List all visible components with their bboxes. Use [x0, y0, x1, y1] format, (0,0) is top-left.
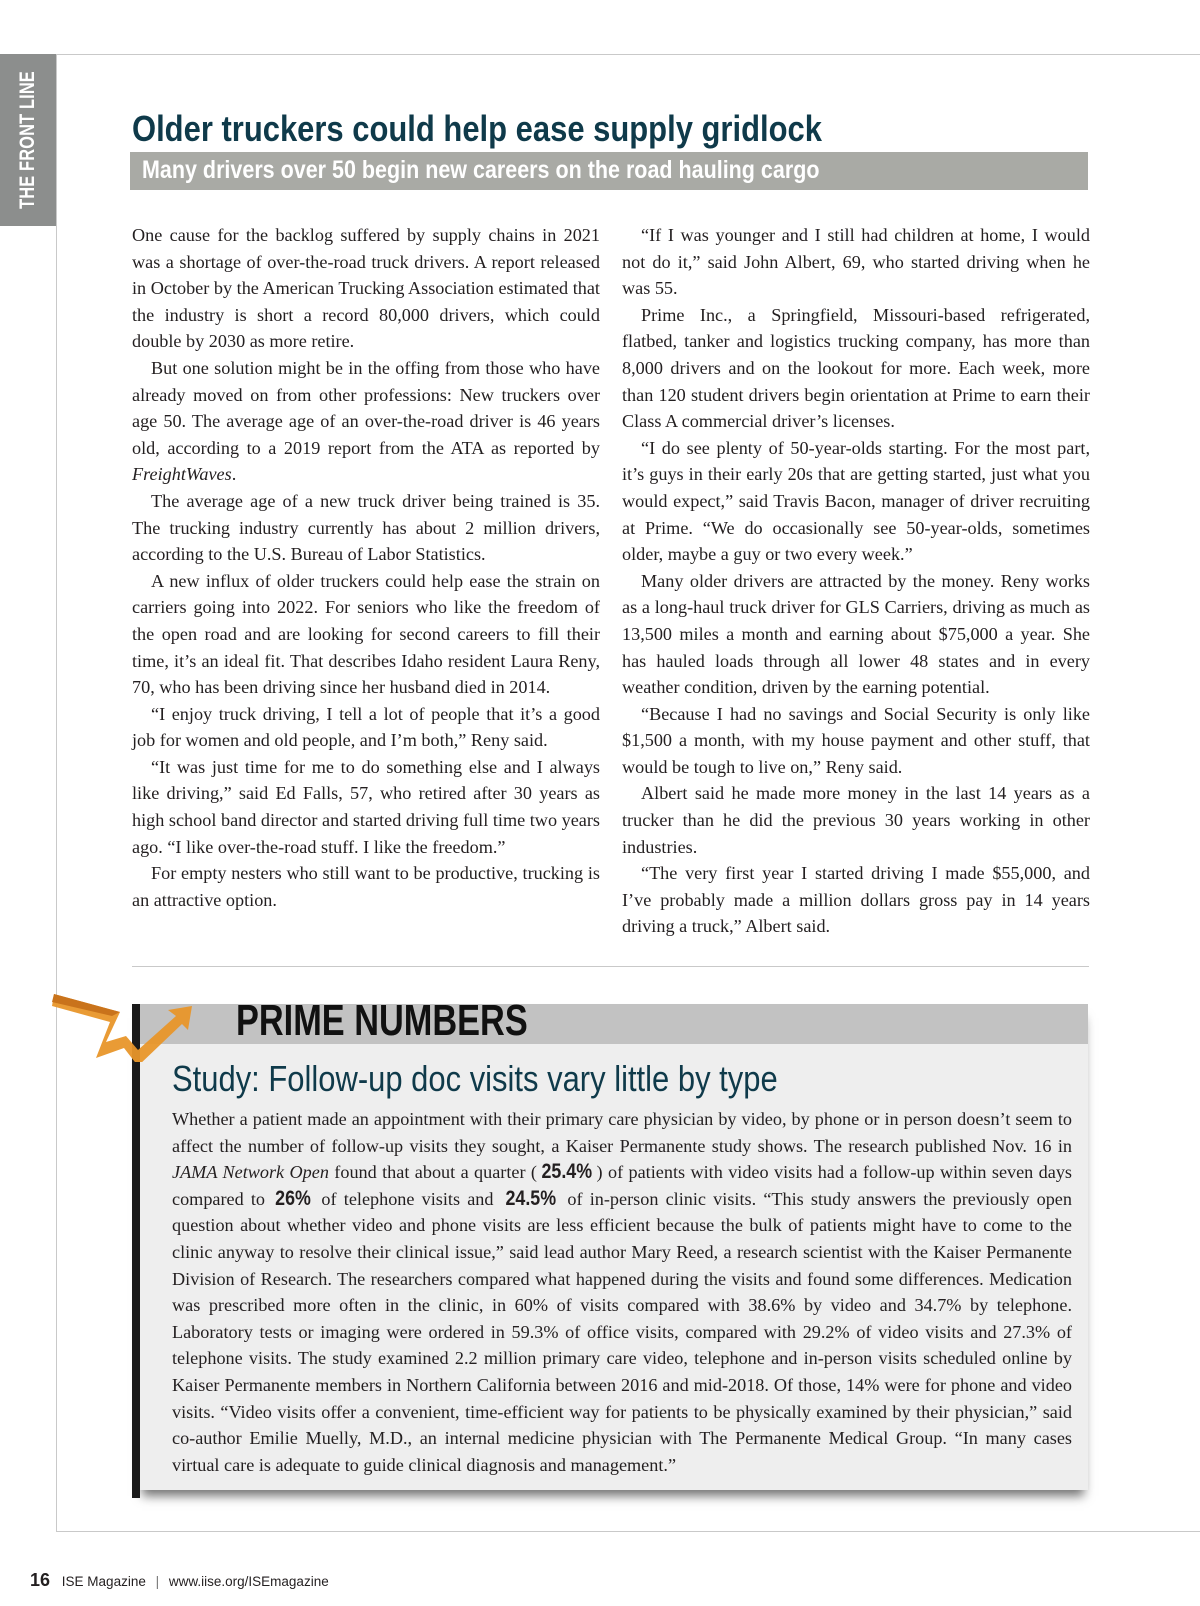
article-column-left [132, 222, 600, 913]
paragraph: The average age of a new truck driver being trained is 35. The trucking industry currently has about 2 million drivers, according to the U.S. Bureau of Labor Statistics. [132, 490, 600, 565]
arrow-icon [52, 986, 232, 1062]
magazine-url[interactable]: www.iise.org/ISEmagazine [168, 1574, 329, 1589]
section-tab [0, 54, 56, 226]
page-footer [30, 1570, 329, 1591]
paragraph: “If I was younger and I still had children at home, I would not do it,” said John Albert, 69, who started driving when he was 55. [622, 225, 1090, 299]
footer-separator: | [155, 1574, 160, 1589]
prime-numbers-title: PRIME NUMBERS [236, 996, 528, 1045]
paragraph: “The very first year I started driving I made $55,000, and I’ve probably made a million dollars gross pay in 14 years driving a truck,” Albert said. [622, 863, 1090, 937]
paragraph: “I enjoy truck driving, I tell a lot of people that it’s a good job for women and old people, and I’m both,” Reny said. [132, 703, 600, 751]
paragraph: For empty nesters who still want to be productive, trucking is an attractive option. [132, 863, 600, 910]
paragraph: “It was just time for me to do something else and I always like driving,” said Ed Falls, 57, who retired after 30 years as high school band director and started driving full time two years ago. “I like over-the-road stuff. I like the freedom.” [132, 756, 600, 857]
stat-phone: 26% [275, 1186, 312, 1210]
section-label: THE FRONT LINE [16, 71, 39, 209]
paragraph: Many older drivers are attracted by the money. Reny works as a long-haul truck driver for GLS Carriers, driving as much as 13,500 miles a month and earning about $75,000 a year. She has hauled loads through all lower 48 states and in every weather condition, driven by the earning potential. [622, 570, 1090, 698]
page-number: 16 [30, 1570, 51, 1590]
left-rule [56, 54, 57, 1532]
subhead-bar [130, 152, 1088, 190]
paragraph: “Because I had no savings and Social Security is only like $1,500 a month, with my house payment and other stuff, that would be tough to live on,” Reny said. [622, 703, 1090, 777]
prime-numbers-headline: Study: Follow-up doc visits vary little by type [172, 1058, 778, 1099]
section-divider [132, 966, 1089, 967]
article-subhead: Many drivers over 50 begin new careers on the road hauling cargo [142, 156, 820, 184]
stat-video: 25.4% [541, 1160, 593, 1184]
prime-numbers-body: Whether a patient made an appointment with their primary care physician by video, by phone or in person doesn’t seem to affect the number of follow-up visits they sought, a Kaiser Permanente study shows. The research published Nov. 16 in JAMA Network Open found that about a quarter ( 25.4% ) of patients with video visits had a follow-up within seven days compared to 26% of telephone visits and 24.5% of in-person clinic visits. “This study answers the previously open question about whether video and phone visits are less efficient because the bulk of patients might have to come to the clinic anyway to resolve their clinical issue,” said lead author Mary Reed, a research scientist with the Kaiser Permanente Division of Research. The researchers compared what happened during the visits and found some differences. Medication was prescribed more often in the clinic, in 60% of visits compared with 38.6% by video and 34.7% by telephone. Laboratory tests or imaging were ordered in 59.3% of office visits, compared with 29.2% of video visits and 27.3% of telephone visits. The study examined 2.2 million primary care video, telephone and in-person visits scheduled online by Kaiser Permanente members in Northern California between 2016 and mid-2018. Of those, 14% were for phone and video visits. “Video visits offer a convenient, time-efficient way for patients to be physically examined by their physician,” said co-author Emilie Muelly, M.D., an internal medicine physician with The Permanente Medical Group. “In many cases virtual care is adequate to guide clinical diagnosis and management.” [172, 1109, 1072, 1475]
stat-clinic: 24.5% [505, 1186, 556, 1210]
top-rule [56, 54, 1200, 55]
paragraph: But one solution might be in the offing from those who have already moved on from other professions: New truckers over age 50. The average age of an over-the-road driver is 46 years old, according to a 2019 report from the ATA as reported by FreightWaves. [132, 357, 600, 485]
prime-numbers-accent-line [132, 1004, 140, 1498]
journal-name: JAMA Network Open [172, 1162, 329, 1183]
publication-name: FreightWaves [132, 464, 232, 485]
paragraph: Albert said he made more money in the last 14 years as a trucker than he did the previous 30 years working in other industries. [622, 783, 1090, 857]
article-column-right [622, 222, 1090, 940]
paragraph: A new influx of older truckers could help ease the strain on carriers going into 2022. For seniors who like the freedom of the open road and are looking for second careers to fill their time, it’s an ideal fit. That describes Idaho resident Laura Reny, 70, who has been driving since her husband died in 2014. [132, 570, 600, 698]
paragraph: “I do see plenty of 50-year-olds starting. For the most part, it’s guys in their early 20s that are getting started, just what you would expect,” said Travis Bacon, manager of driver recruiting at Prime. “We do occasionally see 50-year-olds, sometimes older, maybe a guy or two every week.” [622, 437, 1090, 565]
article-headline: Older truckers could help ease supply gridlock [132, 108, 822, 149]
paragraph: One cause for the backlog suffered by supply chains in 2021 was a shortage of over-the-road truck drivers. A report released in October by the American Trucking Association estimated that the industry is short a record 80,000 drivers, which could double by 2030 as more retire. [132, 225, 600, 352]
bottom-rule [56, 1531, 1200, 1532]
magazine-name: ISE Magazine [61, 1574, 146, 1589]
paragraph: Prime Inc., a Springfield, Missouri-based refrigerated, flatbed, tanker and logistics trucking company, has more than 8,000 drivers and on the lookout for more. Each week, more than 120 student drivers begin orientation at Prime to earn their Class A commercial driver’s licenses. [622, 304, 1090, 432]
